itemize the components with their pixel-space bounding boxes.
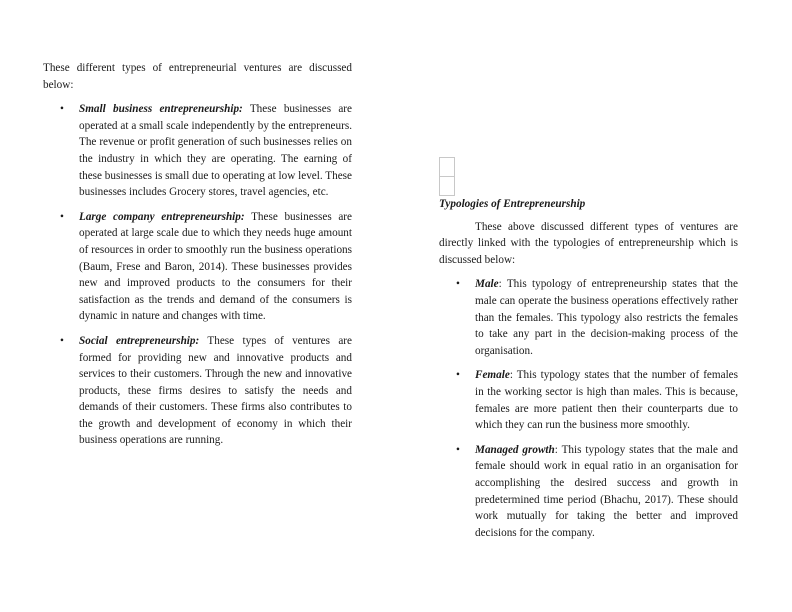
bullet: • <box>456 369 460 382</box>
bullet: • <box>456 443 460 456</box>
venture-types-list <box>43 101 352 449</box>
frame-marker-bottom <box>439 176 455 196</box>
item-term: Female <box>475 369 510 382</box>
item-term: Large company entrepreneurship: <box>79 210 245 223</box>
item-text: : This typology of entrepreneurship states that the male can operate the business operations effectively rather than the females. This typology also restricts the females to take any part in the decision-making process of the organisation. <box>475 278 738 357</box>
item-text: These businesses are operated at a small scale independently by the entrepreneurs. The revenue or profit generation of such businesses relies on the industry in which they are operating. The earning of these businesses is small due to operating at low level. These businesses includes Grocery stores, travel agencies, etc. <box>79 103 353 199</box>
item-term: Small business entrepreneurship: <box>79 103 243 116</box>
item-text: These businesses are operated at large scale due to which they needs huge amount of resources in order to smoothly run the business operations (Baum, Frese and Baron, 2014). These businesses provides new and improved products to the consumers for their satisfaction as the trends and demand of the consumers is dynamic in nature and changes with time. <box>79 210 352 323</box>
list-item <box>43 101 352 201</box>
right-intro: These above discussed different types of ventures are directly linked with the typologies of entrepreneurship which is discussed below: <box>439 220 738 266</box>
left-intro: These different types of entrepreneurial ventures are discussed below: <box>43 62 352 91</box>
typologies-list <box>439 276 738 541</box>
right-column <box>439 196 738 541</box>
item-term: Social entrepreneurship: <box>79 334 200 347</box>
bullet: • <box>60 334 64 347</box>
list-item <box>439 276 738 359</box>
list-item <box>439 367 738 433</box>
frame-marker-top <box>439 157 455 177</box>
section-heading: Typologies of Entrepreneurship <box>439 198 586 210</box>
left-column <box>43 60 352 449</box>
bullet: • <box>60 103 64 116</box>
list-item <box>43 333 352 449</box>
bullet: • <box>60 210 64 223</box>
bullet: • <box>456 278 460 291</box>
item-text: : This typology states that the number of females in the working sector is high than males. This is because, females are more patient then their counterparts due to which they can run the business more smoothly. <box>475 369 738 432</box>
list-item <box>439 442 738 542</box>
list-item <box>43 209 352 325</box>
item-term: Managed growth <box>475 443 555 456</box>
item-text: These types of ventures are formed for providing new and innovative products and services to their customers. Through the new and innovative products, these firms desires to satisfy the needs and demands of their customers. These firms also contributes to the growth and development of economy in which their business operations are running. <box>79 334 352 447</box>
item-text: : This typology states that the male and female should work in equal ratio in an organisation for accomplishing the desired success and growth in predetermined time period (Bhachu, 2017). These should work mutually for taking the better and improved decisions for the company. <box>475 443 738 539</box>
item-term: Male <box>475 278 499 291</box>
